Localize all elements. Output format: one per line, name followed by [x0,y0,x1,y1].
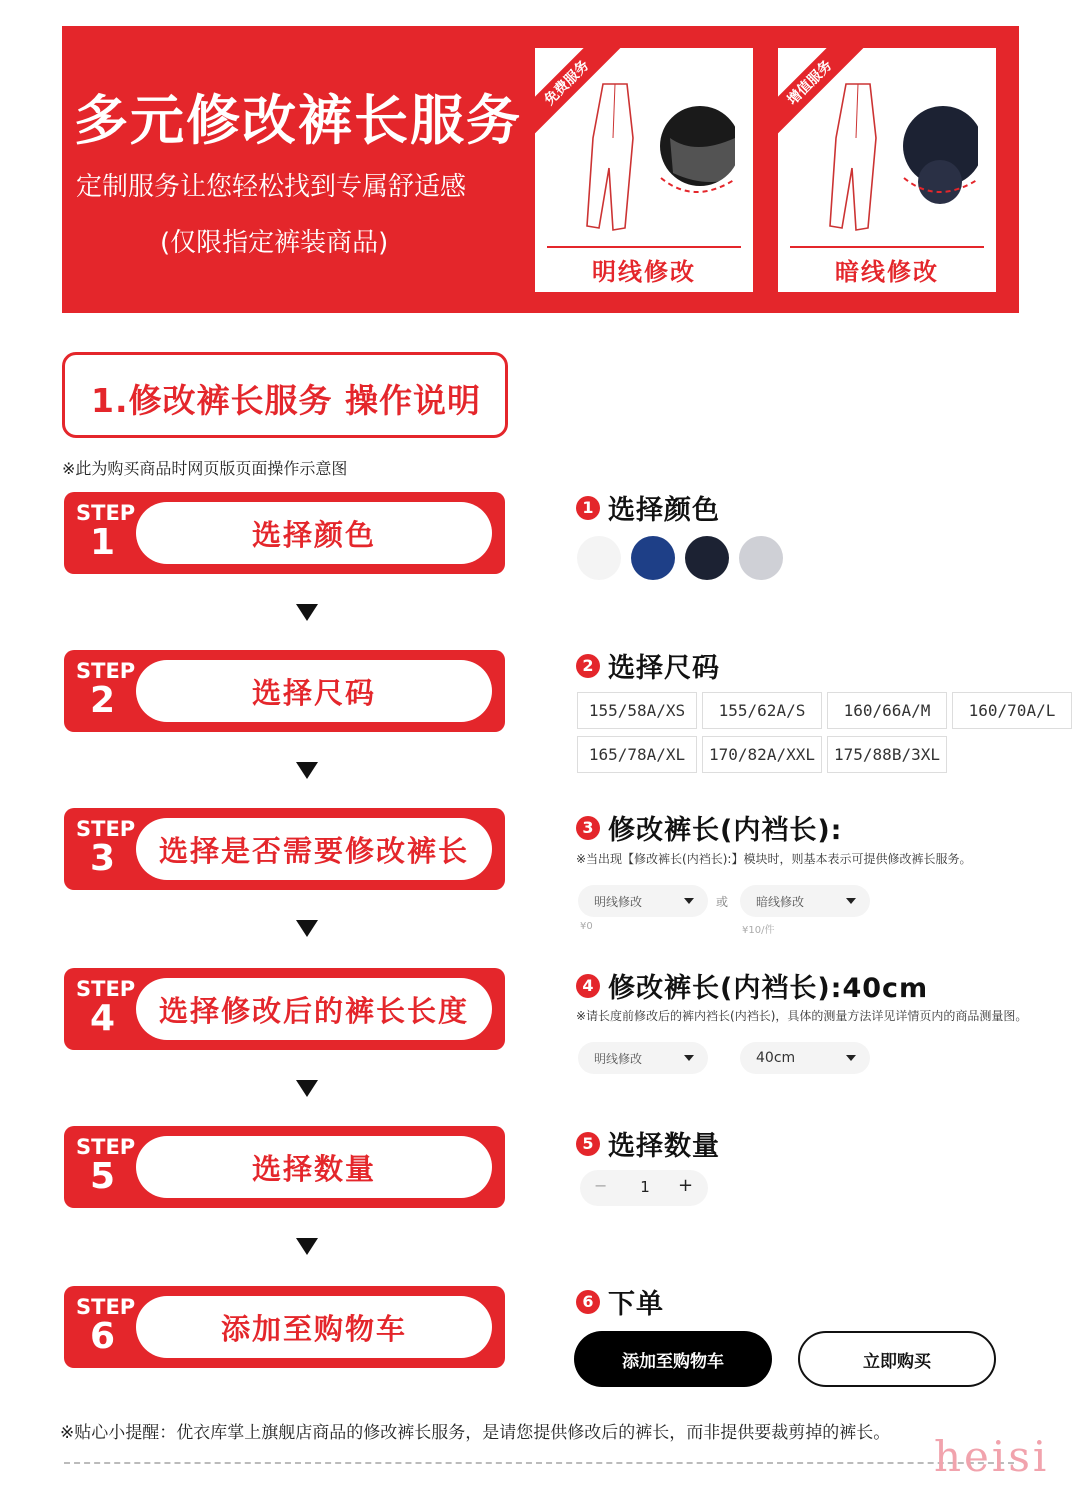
step-4-banner [64,968,505,1050]
step-3-banner [64,808,505,890]
length-select[interactable] [740,1042,870,1074]
color-swatch-gray[interactable] [739,536,783,580]
section-title: 1.修改裤长服务 操作说明 [91,381,481,420]
step-word: STEP [76,501,136,525]
hem-heading [576,808,842,847]
color-swatch-navy[interactable] [631,536,675,580]
size-option-xxl[interactable]: 170/82A/XXL [702,736,822,773]
banner-note: (仅限指定裤装商品) [160,228,389,258]
down-arrow-icon [296,604,318,621]
step-word: STEP [76,817,136,841]
step-word: STEP [76,1295,136,1319]
size-option-xs[interactable]: 155/58A/XS [577,692,697,729]
hem-note: ※当出现【修改裤长(内裆长):】模块时，则基本表示可提供修改裤长服务。 [576,852,972,866]
size-option-l[interactable]: 160/70A/L [952,692,1072,729]
hidden-stitch-card [778,48,996,292]
step-number: 5 [90,1156,116,1197]
dashed-divider [64,1462,1014,1464]
step-number: 4 [90,998,116,1039]
watermark: heisi [934,1432,1050,1481]
price-visible: ¥0 [580,921,593,932]
down-arrow-icon [296,920,318,937]
step-label: 选择尺码 [136,660,492,722]
length-heading [576,966,928,1005]
step-1-banner [64,492,505,574]
size-option-3xl[interactable]: 175/88B/3XL [827,736,947,773]
size-heading-text: 选择尺码 [608,653,720,684]
price-hidden: ¥10/件 [742,925,775,936]
dropdown-value: 明线修改 [594,894,643,909]
hem-type-select[interactable] [578,1042,708,1074]
hem-type-select-visible[interactable] [578,885,708,917]
color-heading-text: 选择颜色 [608,495,720,526]
step-label: 选择颜色 [136,502,492,564]
hem-type-select-hidden[interactable] [740,885,870,917]
decrease-button[interactable]: − [594,1176,608,1195]
length-heading-text: 修改裤长(内裆长):40cm [608,973,929,1004]
step-badge: 1 [576,496,600,520]
dropdown-value: 40cm [756,1050,796,1066]
step-word: STEP [76,659,136,683]
quantity-heading [576,1124,720,1163]
size-option-s[interactable]: 155/62A/S [702,692,822,729]
free-service-ribbon: 免费服务 [535,48,626,142]
step-badge: 5 [576,1132,600,1156]
banner-title: 多元修改裤长服务 [74,89,522,152]
step-label: 选择是否需要修改裤长 [136,818,492,880]
step-6-banner [64,1286,505,1368]
step-badge: 2 [576,654,600,678]
step-5-banner [64,1126,505,1208]
size-option-xl[interactable]: 165/78A/XL [577,736,697,773]
increase-button[interactable]: + [678,1175,694,1196]
quantity-heading-text: 选择数量 [608,1131,720,1162]
step-label: 选择修改后的裤长长度 [136,978,492,1040]
step-word: STEP [76,1135,136,1159]
pants-hidden-stitch-illustration [798,78,978,238]
down-arrow-icon [296,762,318,779]
order-heading-text: 下单 [608,1289,664,1320]
visible-stitch-card [535,48,753,292]
or-separator: 或 [716,895,729,909]
step-number: 2 [90,680,116,721]
step-badge: 6 [576,1290,600,1314]
section-note: ※此为购买商品时网页版页面操作示意图 [62,459,348,478]
pants-visible-stitch-illustration [555,78,735,238]
step-badge: 4 [576,974,600,998]
step-number: 1 [90,522,116,563]
section-header [62,352,508,438]
down-arrow-icon [296,1238,318,1255]
card-divider [547,246,741,248]
promo-banner [62,26,1019,313]
caret-down-icon [846,1055,856,1061]
size-option-m[interactable]: 160/66A/M [827,692,947,729]
down-arrow-icon [296,1080,318,1097]
step-label: 添加至购物车 [136,1296,492,1358]
footer-reminder: ※贴心小提醒：优衣库掌上旗舰店商品的修改裤长服务，是请您提供修改后的裤长，而非提供要裁剪掉的裤长。 [60,1423,891,1443]
color-swatch-white[interactable] [577,536,621,580]
dropdown-value: 暗线修改 [756,894,805,909]
size-heading [576,646,720,685]
step-label: 选择数量 [136,1136,492,1198]
add-to-cart-button[interactable]: 添加至购物车 [574,1331,772,1387]
step-number: 3 [90,838,116,879]
step-badge: 3 [576,816,600,840]
hidden-stitch-label: 暗线修改 [835,258,939,286]
banner-subtitle: 定制服务让您轻松找到专属舒适感 [76,172,467,202]
caret-down-icon [684,1055,694,1061]
card-divider [790,246,984,248]
hem-heading-text: 修改裤长(内裆长): [608,815,843,846]
length-note: ※请长度前修改后的裤内裆长(内裆长)，具体的测量方法详见详情页内的商品测量图。 [576,1009,1028,1023]
dropdown-value: 明线修改 [594,1051,643,1066]
paid-service-ribbon: 增值服务 [778,48,869,142]
order-heading [576,1282,664,1321]
step-2-banner [64,650,505,732]
buy-now-button[interactable]: 立即购买 [798,1331,996,1387]
color-swatch-dark-navy[interactable] [685,536,729,580]
step-number: 6 [90,1316,116,1357]
quantity-value[interactable]: 1 [640,1178,650,1196]
caret-down-icon [684,898,694,904]
visible-stitch-label: 明线修改 [592,258,696,286]
quantity-stepper [580,1170,708,1206]
caret-down-icon [846,898,856,904]
step-word: STEP [76,977,136,1001]
color-heading [576,488,720,527]
